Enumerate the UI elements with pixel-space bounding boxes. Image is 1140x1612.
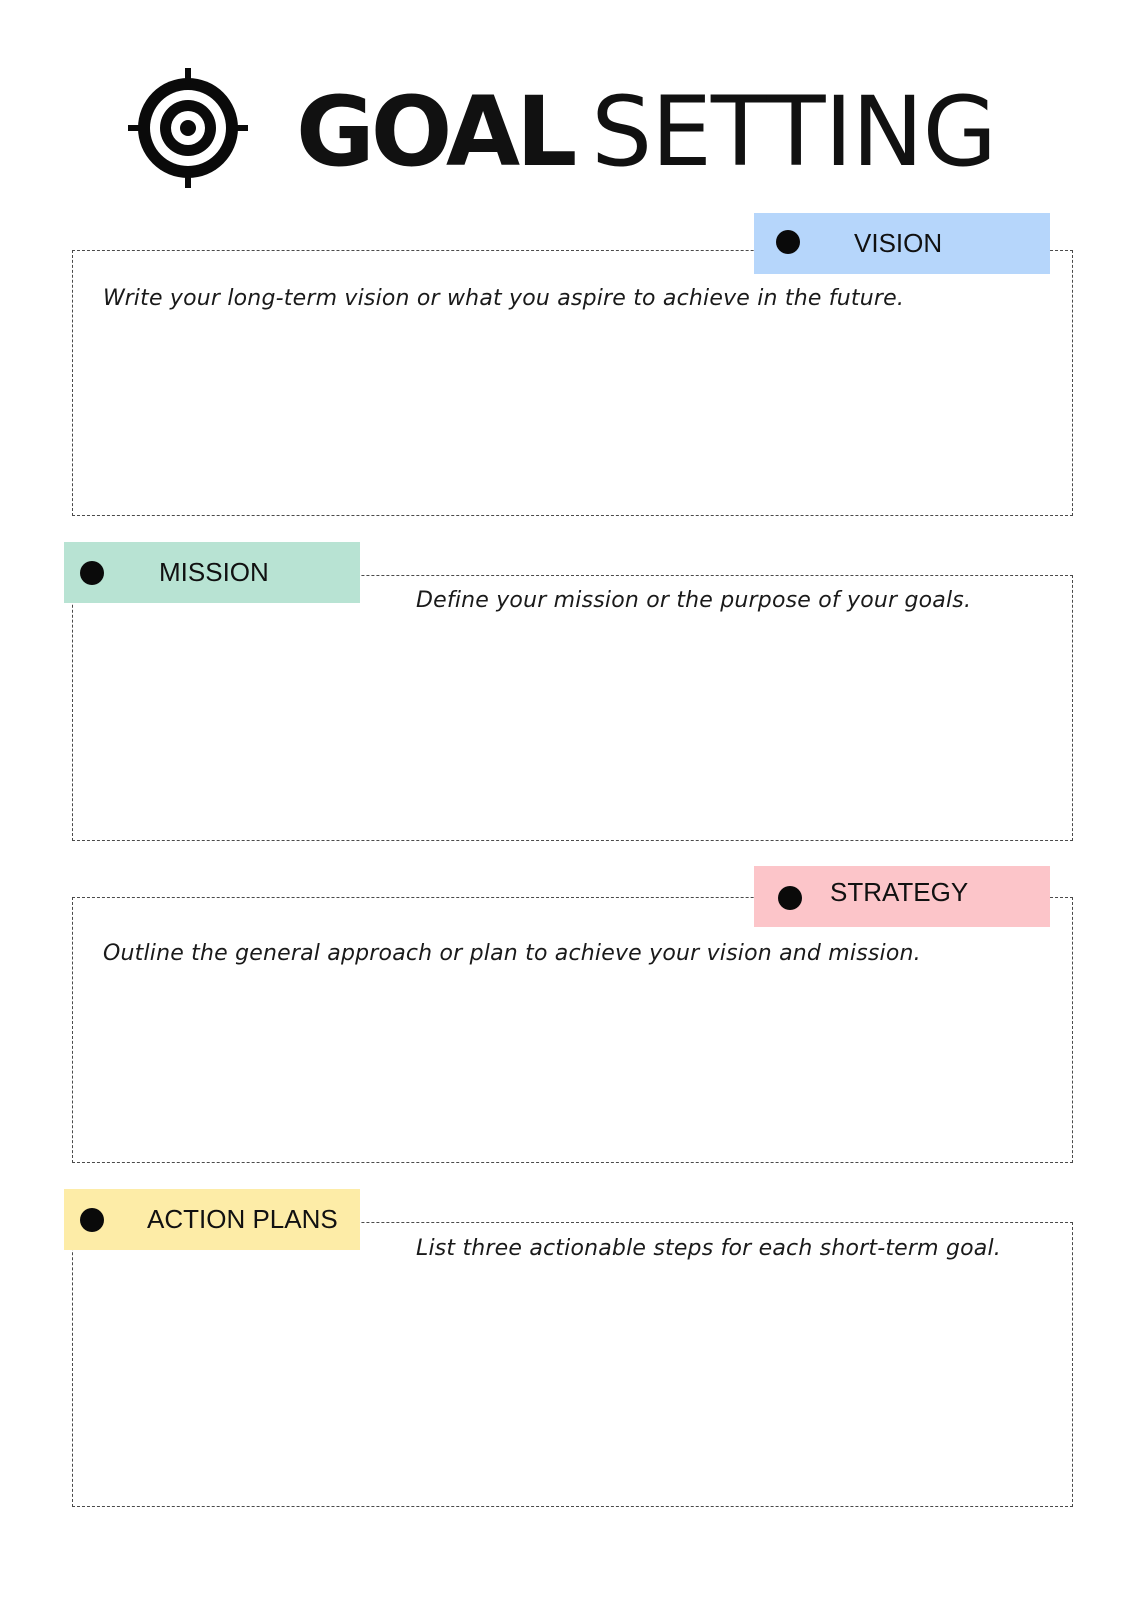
vision-tag bbox=[754, 213, 1050, 274]
vision-prompt: Write your long-term vision or what you aspire to achieve in the future. bbox=[103, 286, 905, 311]
vision-label: VISION bbox=[854, 228, 943, 258]
action-plans-tag bbox=[64, 1189, 360, 1250]
mission-prompt: Define your mission or the purpose of your goals. bbox=[416, 588, 972, 613]
mission-box[interactable] bbox=[72, 575, 1073, 841]
strategy-prompt: Outline the general approach or plan to achieve your vision and mission. bbox=[103, 941, 921, 966]
title-bold: GOAL bbox=[296, 76, 574, 188]
mission-label: MISSION bbox=[159, 557, 269, 587]
strategy-box[interactable] bbox=[72, 897, 1073, 1163]
action-plans-box[interactable] bbox=[72, 1222, 1073, 1507]
title-light: SETTING bbox=[591, 76, 996, 188]
action-plans-bullet-icon bbox=[80, 1208, 104, 1232]
mission-tag bbox=[64, 542, 360, 603]
action-plans-prompt: List three actionable steps for each short-term goal. bbox=[416, 1236, 1001, 1261]
mission-bullet-icon bbox=[80, 561, 104, 585]
strategy-bullet-icon bbox=[778, 886, 802, 910]
vision-bullet-icon bbox=[776, 230, 800, 254]
page-header bbox=[128, 68, 1028, 188]
target-icon bbox=[128, 68, 248, 188]
action-plans-label: ACTION PLANS bbox=[147, 1204, 338, 1234]
strategy-tag bbox=[754, 866, 1050, 927]
page-title bbox=[296, 76, 996, 188]
strategy-label: STRATEGY bbox=[830, 877, 969, 907]
